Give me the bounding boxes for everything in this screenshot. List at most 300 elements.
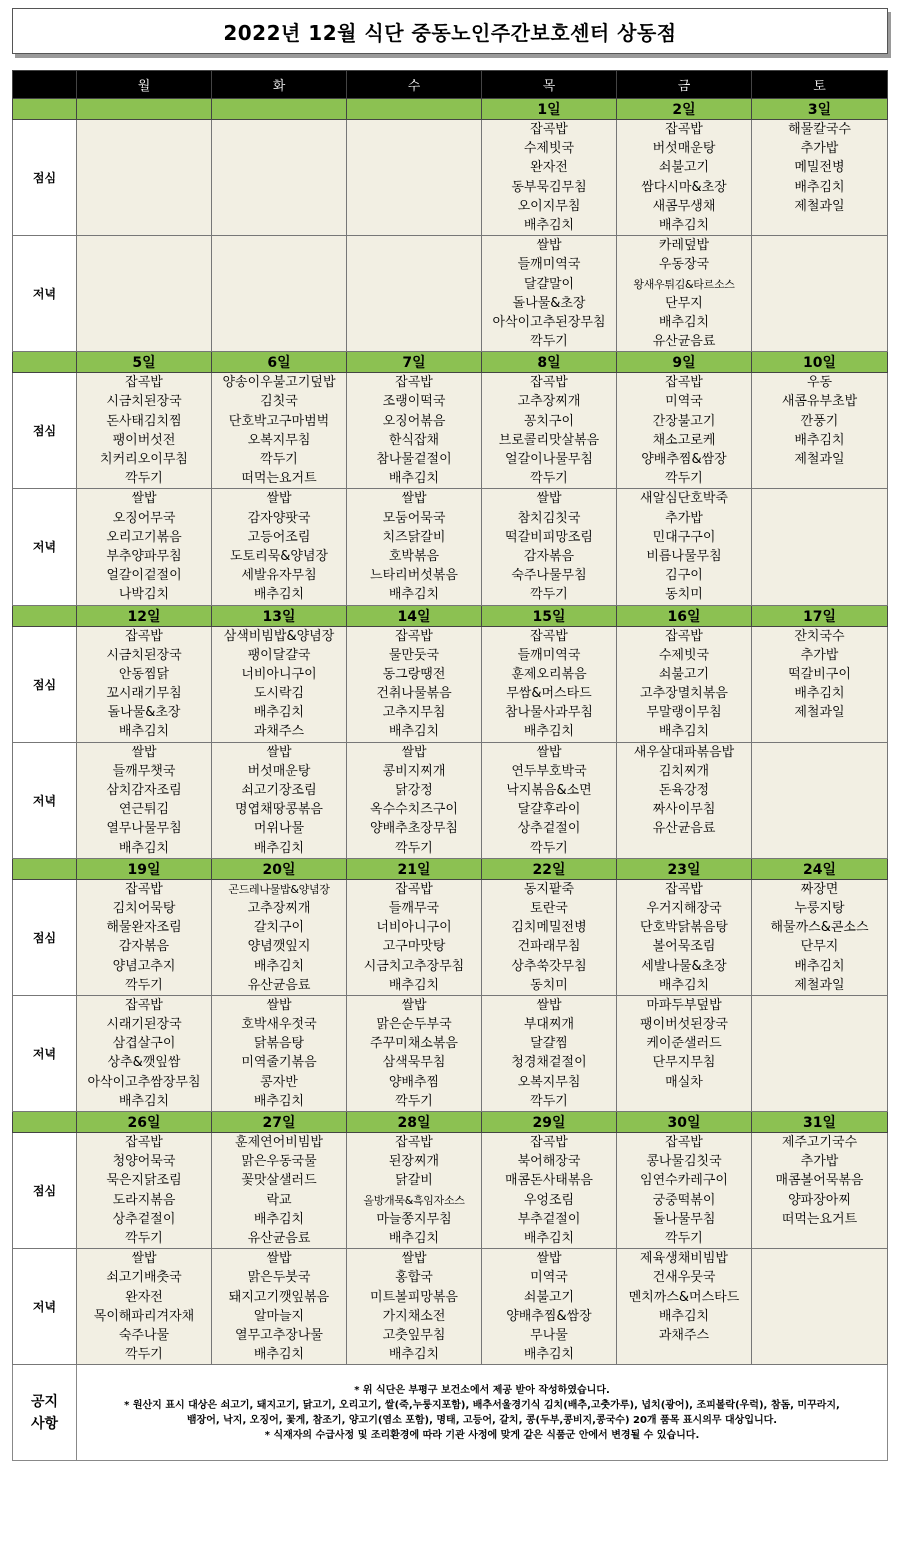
lunch-row [13,1133,888,1249]
menu-item: 청경채겉절이 [511,1055,587,1071]
menu-item: 완자전 [530,160,568,176]
menu-item: 고추장멸치볶음 [640,686,728,702]
menu-item: 깍두기 [125,977,163,993]
menu-cell [617,236,752,352]
menu-item: 무말랭이무침 [646,705,722,721]
menu-item: 나박김치 [118,587,170,603]
menu-item: 새콤무생채 [652,198,716,214]
menu-item: 버섯매운탕 [652,141,716,157]
menu-item: 떠먹는요거트 [241,471,317,487]
menu-item: 브로콜리맛살볶음 [498,432,600,448]
menu-item: 열무나물무침 [106,821,182,837]
menu-item: 잡곡밥 [665,375,703,391]
menu-item: 참나물겉절이 [376,452,452,467]
menu-item: 과채주스 [658,1327,710,1343]
menu-item: 해물까스&콘소스 [770,920,869,936]
menu-item [752,255,887,274]
menu-item: 잡곡밥 [125,1135,163,1150]
menu-item: 배추김치 [253,1347,305,1363]
menu-item: 양념고추지 [112,958,176,974]
menu-item: 잡곡밥 [530,1135,568,1150]
menu-item: 멘치까스&머스타드 [628,1289,740,1305]
menu-item: 명엽채땅콩볶음 [235,802,323,818]
menu-item: 훈제연어비빔밥 [235,1135,323,1150]
menu-item: 감자양팟국 [247,510,311,526]
menu-item: 배추김치 [523,217,575,233]
menu-item: 맑은순두부국 [376,1017,452,1033]
dinner-row [13,995,888,1111]
date-cell: 30일 [617,1112,752,1133]
menu-item: 열무고추장나물 [235,1327,323,1343]
menu-item: 동그랑땡전 [382,666,446,682]
menu-item: 마파두부덮밥 [646,997,722,1013]
menu-item: 떠먹는요거트 [781,1211,858,1227]
menu-item: 쌀밥 [266,1251,292,1267]
menu-item: 달걀후라이 [517,802,581,818]
menu-item: 떡갈비구이 [788,666,851,682]
date-row-spacer [13,858,77,879]
menu-item: 쌀밥 [266,744,292,760]
menu-item: 잡곡밥 [125,997,163,1013]
menu-item: 꼬시래기무침 [106,686,182,702]
menu-item [347,178,481,197]
menu-item: 새알심단호박죽 [640,491,728,507]
menu-item: 들깨무국 [388,900,440,916]
menu-item: 쌀밥 [536,238,562,254]
menu-item: 새우살대파볶음밥 [633,744,735,760]
date-cell: 13일 [212,605,347,626]
menu-item: 깍두기 [125,471,163,487]
menu-item: 추가밥 [800,1154,839,1170]
menu-cell [347,1249,482,1365]
date-cell [77,99,212,120]
menu-item: 팽이버섯전 [112,432,176,448]
menu-item: 얼갈이겉절이 [106,568,182,584]
page-title: 2022년 12월 식단 중동노인주간보호센터 상동점 [12,8,888,54]
menu-item [752,216,887,235]
menu-item: 들깨무챗국 [112,763,176,779]
menu-item: 배추김치 [794,179,845,195]
menu-item: 김치찌개 [658,763,710,779]
date-row [13,858,888,879]
menu-cell [752,742,888,858]
lunch-label: 점심 [13,626,77,742]
menu-item: 달걀말이 [523,276,575,292]
menu-item: 상추쑥갓무침 [511,958,587,974]
menu-item: 가지채소전 [382,1308,446,1324]
menu-item: 무쌈&머스타드 [506,686,592,702]
menu-item: 연근튀김 [118,802,170,818]
dinner-row [13,489,888,605]
menu-item: 배추김치 [253,587,305,603]
menu-item: 깍두기 [530,840,568,856]
menu-item: 잡곡밥 [395,881,433,897]
menu-item: 마늘쫑지무침 [376,1211,452,1227]
lunch-label: 점심 [13,1133,77,1249]
menu-item: 맑은우동국물 [241,1154,317,1170]
menu-item: 유산균음료 [652,821,716,837]
menu-item: 도라지볶음 [112,1192,176,1208]
menu-item: 잡곡밥 [530,375,568,391]
date-cell: 26일 [77,1112,212,1133]
menu-item: 조랭이떡국 [382,394,446,410]
menu-item: 배추김치 [523,1230,575,1246]
menu-item [752,275,887,294]
menu-item: 제주고기국수 [781,1135,858,1150]
menu-item [752,1073,887,1092]
menu-item: 잡곡밥 [665,628,703,644]
menu-item: 고구마맛탕 [382,939,446,955]
menu-cell [617,995,752,1111]
menu-item: 올방개묵&흑임자소스 [363,1193,465,1207]
menu-item [752,469,887,488]
menu-item: 상추겉절이 [517,821,581,837]
menu-cell [752,626,888,742]
menu-item: 볼어묵조림 [652,939,716,955]
menu-item: 수제빗국 [658,647,710,663]
menu-item: 제철과일 [794,198,845,214]
notice-label-line1: 공지 [30,1393,59,1410]
date-cell: 22일 [482,858,617,879]
menu-item [212,332,346,351]
menu-item: 콩나물김칫국 [646,1154,722,1170]
menu-item: 쌀밥 [266,997,292,1013]
weekday-wed: 수 [347,71,482,99]
menu-item: 제철과일 [794,452,845,467]
menu-item: 유산균음료 [247,977,311,993]
menu-item: 떡갈비피망조림 [505,529,593,545]
menu-item: 홍합국 [395,1270,433,1286]
menu-item [212,313,346,332]
menu-item: 깍두기 [125,1347,163,1363]
menu-item: 쌀밥 [131,744,157,760]
menu-item [347,255,481,274]
menu-item: 무나물 [530,1327,568,1343]
menu-item: 옥수수치즈구이 [370,802,458,818]
menu-item [752,819,887,838]
menu-cell [212,1249,347,1365]
date-cell: 1일 [482,99,617,120]
date-cell: 15일 [482,605,617,626]
menu-item: 쌀밥 [401,491,427,507]
menu-item: 완자전 [125,1289,163,1305]
menu-cell [347,995,482,1111]
menu-item: 모둠어묵국 [382,510,446,526]
menu-cell [752,1249,888,1365]
menu-item [752,722,887,741]
date-cell: 27일 [212,1112,347,1133]
menu-cell [77,1249,212,1365]
menu-cell [77,879,212,995]
menu-cell [77,742,212,858]
menu-item: 상추&깻잎쌈 [107,1055,181,1071]
menu-item: 오복지무침 [247,432,311,448]
menu-item [752,1034,887,1053]
date-cell: 9일 [617,352,752,373]
date-cell: 21일 [347,858,482,879]
menu-cell [212,120,347,236]
menu-item: 너비아니구이 [241,666,317,682]
menu-item: 배추김치 [523,1347,575,1363]
menu-item: 매콤볼어묵볶음 [775,1173,864,1189]
menu-cell [347,626,482,742]
menu-item [752,762,887,781]
menu-cell [212,742,347,858]
menu-cell [77,373,212,489]
dinner-row [13,236,888,352]
date-cell: 6일 [212,352,347,373]
menu-item: 배추김치 [523,724,575,740]
menu-item [752,566,887,585]
menu-cell [482,1249,617,1365]
menu-cell [482,879,617,995]
menu-item [347,158,481,177]
menu-item: 치즈닭갈비 [382,529,446,545]
menu-item: 맑은두붓국 [247,1270,311,1286]
menu-item: 북어해장국 [517,1154,581,1170]
menu-item [752,547,887,566]
menu-item: 쌀밥 [536,1251,562,1267]
menu-cell [617,373,752,489]
menu-item: 깍두기 [665,1230,703,1246]
menu-item: 미트볼피망볶음 [370,1289,458,1305]
menu-cell [77,489,212,605]
menu-item: 부대찌개 [523,1017,575,1033]
menu-item [752,996,887,1015]
menu-item [347,120,481,139]
menu-item: 배추김치 [794,432,845,448]
menu-cell [482,236,617,352]
notice-line: 뱀장어, 낙지, 오징어, 꽃게, 참조기, 양고기(염소 포함), 명태, 고등어, 갈치, 콩(두부,콩비지,콩국수) 20개 품목 표시의무 대상입니다. [186,1414,778,1426]
menu-item: 김치어묵탕 [112,900,176,916]
menu-item: 부추겉절이 [517,1211,581,1227]
menu-item: 누룽지탕 [794,900,845,916]
menu-item: 쇠불고기 [658,160,710,176]
menu-item: 케이준샐러드 [646,1036,722,1052]
menu-item: 묵은지닭조림 [106,1173,182,1189]
menu-item: 추가밥 [800,141,839,157]
menu-item: 추가밥 [665,510,703,526]
menu-item: 배추김치 [658,1308,710,1324]
menu-cell [752,879,888,995]
menu-item [212,197,346,216]
weekday-fri: 금 [617,71,752,99]
menu-item [752,839,887,858]
menu-cell [482,626,617,742]
menu-item: 들깨미역국 [517,647,581,663]
menu-item: 카레덮밥 [658,238,710,254]
menu-item: 양배추찜&쌈장 [506,1308,592,1324]
menu-item [752,800,887,819]
menu-item: 들깨미역국 [517,257,581,273]
date-cell: 16일 [617,605,752,626]
menu-item: 배추김치 [658,217,710,233]
menu-item: 배추김치 [388,977,440,993]
menu-item: 쌀밥 [401,997,427,1013]
menu-item [752,1249,887,1268]
menu-item: 배추김치 [388,724,440,740]
menu-item [77,313,211,332]
menu-item [212,255,346,274]
menu-item: 알마늘지 [253,1308,305,1324]
menu-item: 훈제오리볶음 [511,666,587,682]
menu-item [77,158,211,177]
menu-item: 배추김치 [658,724,710,740]
date-cell: 12일 [77,605,212,626]
dinner-label: 저녁 [13,1249,77,1365]
menu-item: 세발나물&초장 [641,958,727,974]
menu-item: 참치김칫국 [517,510,581,526]
menu-item [212,216,346,235]
menu-item: 잡곡밥 [530,122,568,137]
weekday-tue: 화 [212,71,347,99]
menu-item [77,294,211,313]
date-row-spacer [13,352,77,373]
menu-item: 채소고로케 [652,432,716,448]
menu-item: 감자볶음 [118,939,170,955]
date-cell: 19일 [77,858,212,879]
menu-item: 오징어무국 [112,510,176,526]
menu-item: 임연수카레구이 [640,1173,728,1189]
menu-item: 잡곡밥 [125,375,163,391]
dinner-label: 저녁 [13,489,77,605]
menu-item: 배추김치 [388,1230,440,1246]
menu-item: 삼색비빔밥&양념장 [223,628,335,644]
menu-item: 쌀밥 [266,491,292,507]
menu-item: 제철과일 [794,705,845,721]
menu-item: 깍두기 [125,1230,163,1246]
menu-item: 배추김치 [253,705,305,721]
menu-item: 갈치구이 [253,920,305,936]
menu-item [77,275,211,294]
menu-cell [752,120,888,236]
menu-item: 쌀밥 [401,1251,427,1267]
menu-item: 낙지볶음&소면 [506,783,592,798]
menu-item: 배추김치 [253,1211,305,1227]
menu-cell [212,995,347,1111]
menu-item [752,781,887,800]
menu-item [77,139,211,158]
menu-item: 오징어볶음 [382,413,446,429]
menu-item: 돈사태김치찜 [106,413,182,429]
menu-cell [347,742,482,858]
menu-item [347,313,481,332]
menu-item: 된장찌개 [388,1154,440,1170]
menu-item: 팽이달걀국 [247,647,311,663]
menu-cell [77,120,212,236]
date-cell: 23일 [617,858,752,879]
menu-item: 단무지 [800,939,839,955]
menu-item: 배추김치 [794,686,845,702]
menu-item [752,528,887,547]
menu-item [752,1092,887,1111]
menu-item [752,332,887,351]
menu-item: 깍두기 [395,840,433,856]
menu-item: 배추김치 [118,1093,170,1109]
menu-item [77,197,211,216]
menu-item: 시금치된장국 [106,647,182,663]
menu-item: 배추김치 [388,587,440,603]
menu-item: 버섯매운탕 [247,763,311,779]
date-cell: 3일 [752,99,888,120]
lunch-row [13,120,888,236]
date-cell: 10일 [752,352,888,373]
menu-item: 오이지무침 [517,198,581,214]
menu-item [77,120,211,139]
menu-item: 양배추찜&쌈장 [641,452,727,467]
menu-cell [347,373,482,489]
date-row-spacer [13,99,77,120]
menu-item [212,158,346,177]
menu-cell [482,373,617,489]
menu-item [752,489,887,508]
menu-item: 양배추초장무침 [370,821,458,837]
menu-item: 상추겉절이 [112,1211,176,1227]
menu-item [752,585,887,604]
menu-item: 달걀찜 [530,1036,568,1052]
menu-cell [752,995,888,1111]
menu-item: 추가밥 [800,647,839,663]
menu-item [77,255,211,274]
menu-item: 머위나물 [253,821,305,837]
menu-item: 배추김치 [794,958,845,974]
notice-label [13,1365,77,1461]
menu-item: 우엉조림 [523,1192,575,1208]
menu-item: 숙주나물 [118,1327,170,1343]
menu-item [752,1015,887,1034]
menu-item: 간장불고기 [652,413,716,429]
menu-item [752,1326,887,1345]
weekday-sat: 토 [752,71,888,99]
menu-cell [482,1133,617,1249]
menu-item: 너비아니구이 [376,920,452,936]
menu-item: 양송이우불고기덮밥 [222,375,336,391]
menu-item: 건새우뭇국 [652,1270,716,1286]
notice-line: * 위 식단은 부평구 보건소에서 제공 받아 작성하였습니다. [354,1384,610,1396]
menu-cell [347,1133,482,1249]
menu-item [347,216,481,235]
menu-item: 참나물사과무침 [505,705,593,721]
menu-item: 깍두기 [530,1093,568,1109]
menu-item: 건파래무침 [517,939,581,955]
notice-line: * 원산지 표시 대상은 쇠고기, 돼지고기, 닭고기, 오리고기, 쌀(죽,누룽지포함), 배추서울경기식 김치(배추,고춧가루), 넙치(광어), 조피볼락(우럭), 참돔, 미꾸라지, [124,1399,840,1411]
weekday-thu: 목 [482,71,617,99]
menu-item [752,509,887,528]
menu-item: 잡곡밥 [665,1135,703,1150]
date-cell: 5일 [77,352,212,373]
menu-item: 삼겹살구이 [112,1036,176,1052]
menu-item: 매실차 [665,1074,703,1090]
menu-item: 꽃맛살샐러드 [241,1173,317,1189]
menu-item: 시금치고추장무침 [363,958,465,974]
menu-item: 해물칼국수 [788,122,851,137]
menu-item: 깍두기 [260,452,298,467]
menu-item: 숙주나물무침 [511,568,587,584]
menu-item: 깍두기 [530,471,568,487]
menu-cell [212,1133,347,1249]
menu-item [347,294,481,313]
menu-item: 양념깻잎지 [247,939,311,955]
menu-cell [482,995,617,1111]
menu-item: 단무지무침 [652,1055,716,1071]
dinner-row [13,742,888,858]
menu-item: 도시락김 [253,686,305,702]
menu-item [617,1345,751,1364]
menu-item: 배추김치 [253,958,305,974]
menu-item: 미역줄기볶음 [241,1055,317,1071]
menu-item: 쇠고기배춧국 [106,1270,182,1286]
menu-cell [617,879,752,995]
